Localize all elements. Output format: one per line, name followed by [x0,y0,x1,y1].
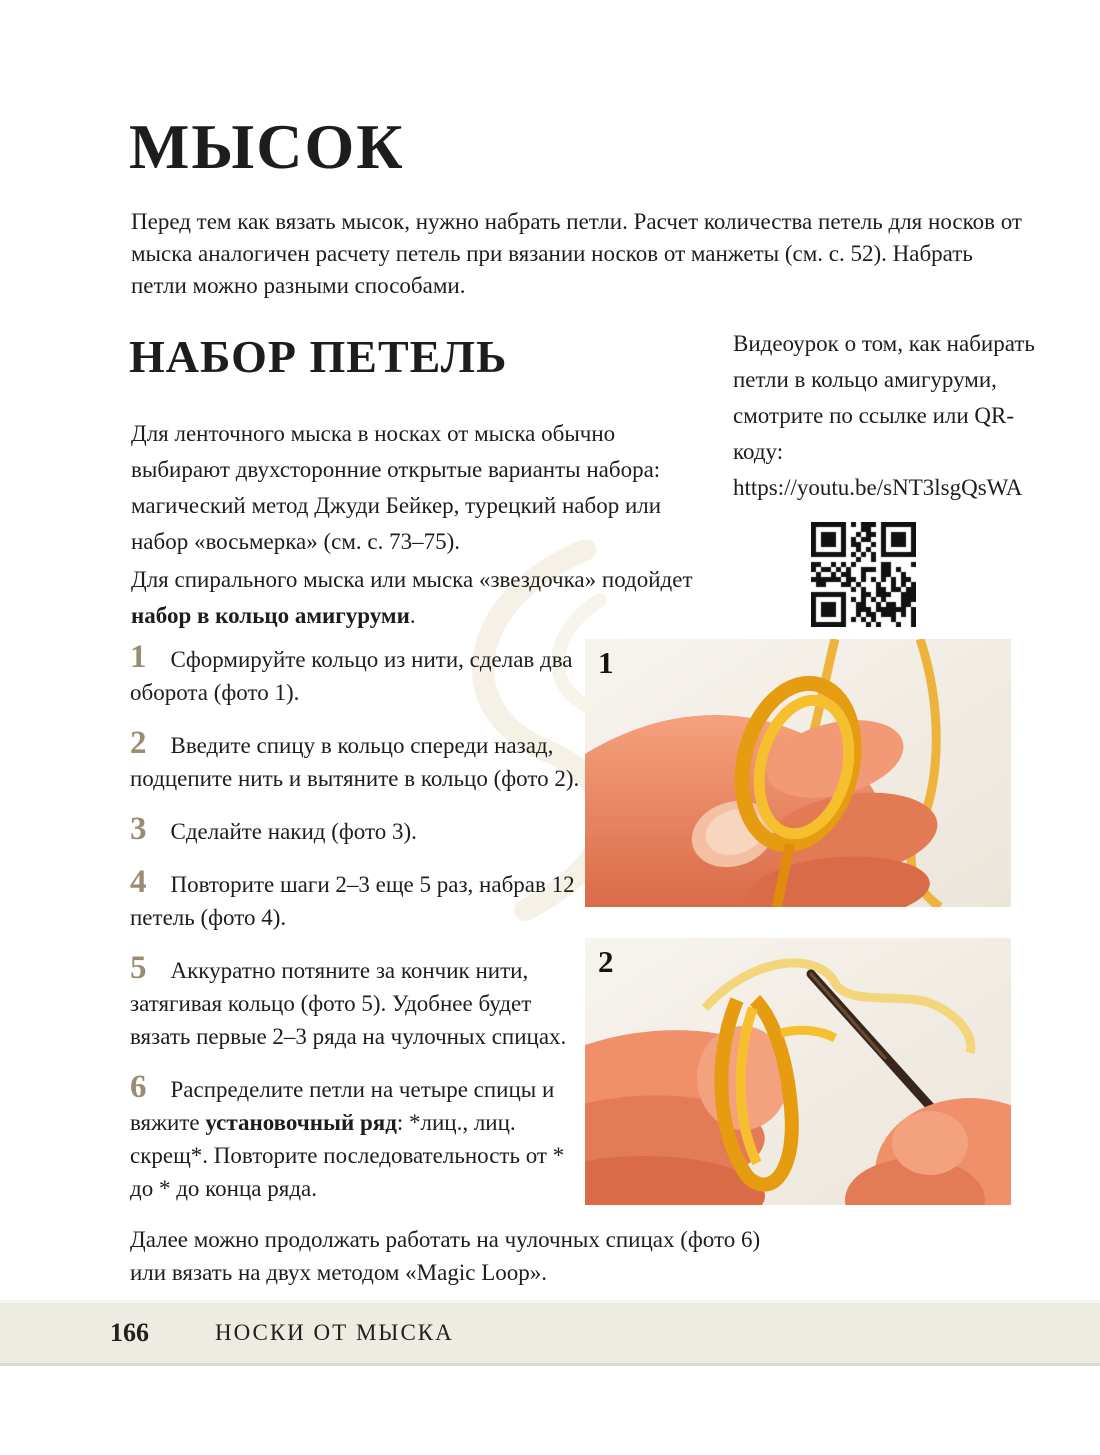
step-number: 4 [130,864,147,900]
paragraph-cast-on-variants: Для ленточного мыска в носках от мыска обычно выбирают двухсторонние открытые варианты набора: магический метод Джуди Бейкер, турецкий набор или набор «восьмерка» (см. с. 73–75). [131,421,662,554]
step-item-1 [130,641,582,709]
photo-1 [585,639,1011,907]
photo-2-illustration [585,938,1011,1205]
intro-paragraph: Перед тем как вязать мысок, нужно набрать петли. Расчет количества петель для носков от мыска аналогичен расчету петель при вязании носков от манжеты (см. с. 52). Набрать петли можно разными способами. [131,209,1022,298]
step-item-5 [130,952,582,1053]
step-text: : *лиц., лиц. скрещ*. Повторите последовательность от * до * до конца ряда. [130,1110,565,1201]
photo-2 [585,938,1011,1205]
photo-label: 2 [598,944,614,979]
page-title: МЫСОК [129,111,405,182]
paragraph-text: . [409,603,416,628]
step-number: 1 [130,639,147,675]
step-number: 6 [130,1069,147,1105]
steps-list [130,639,761,1289]
step-number: 2 [130,725,147,761]
step-text: Повторите шаги 2–3 еще 5 раз, набрав 12 петель (фото 4). [130,872,575,930]
step-text: Аккуратно потяните за кончик нити, затягивая кольцо (фото 5). Удобнее будет вязать первые 2–3 ряда на чулочных спицах. [130,958,567,1049]
photo-label: 1 [598,645,614,680]
running-title: НОСКИ ОТ МЫСКА [215,1320,454,1345]
photo-1-illustration [585,639,1011,907]
video-note-block [733,326,1035,627]
fingertip-shape [892,1111,968,1175]
footer-band [0,1300,1100,1366]
paragraph-amigurumi-ring [131,562,709,634]
paragraph-bold-text: набор в кольцо амигуруми [131,603,410,628]
qr-code [811,522,916,627]
step-item-2 [130,727,582,795]
step-text: Сформируйте кольцо из нити, сделав два оборота (фото 1). [130,647,573,705]
page-number: 166 [110,1318,149,1347]
step-item-6 [130,1071,582,1205]
video-note-text: Видеоурок о том, как набирать петли в кольцо амигуруми, смотрите по ссылке или QR-коду: https://youtu.be/sNT3lsgQsWA [733,331,1035,500]
step-text: Введите спицу в кольцо спереди назад, подцепите нить и вытяните в кольцо (фото 2). [130,733,580,791]
section-heading: НАБОР ПЕТЕЛЬ [129,331,508,382]
step-text: Распределите петли на четыре спицы и вяжите [130,1077,555,1135]
qr-code-canvas [811,522,916,627]
step-item-4 [130,866,582,934]
step-text: Сделайте накид (фото 3). [170,819,417,844]
step-text-bold: установочный ряд [205,1110,397,1135]
paragraph-text: Для спирального мыска или мыска «звездочка» подойдет [131,567,693,592]
step-number: 3 [130,811,147,847]
step-item-3 [130,813,582,848]
closing-paragraph: Далее можно продолжать работать на чулочных спицах (фото 6) или вязать на двух методом «Magic Loop». [130,1227,761,1285]
step-number: 5 [130,950,147,986]
